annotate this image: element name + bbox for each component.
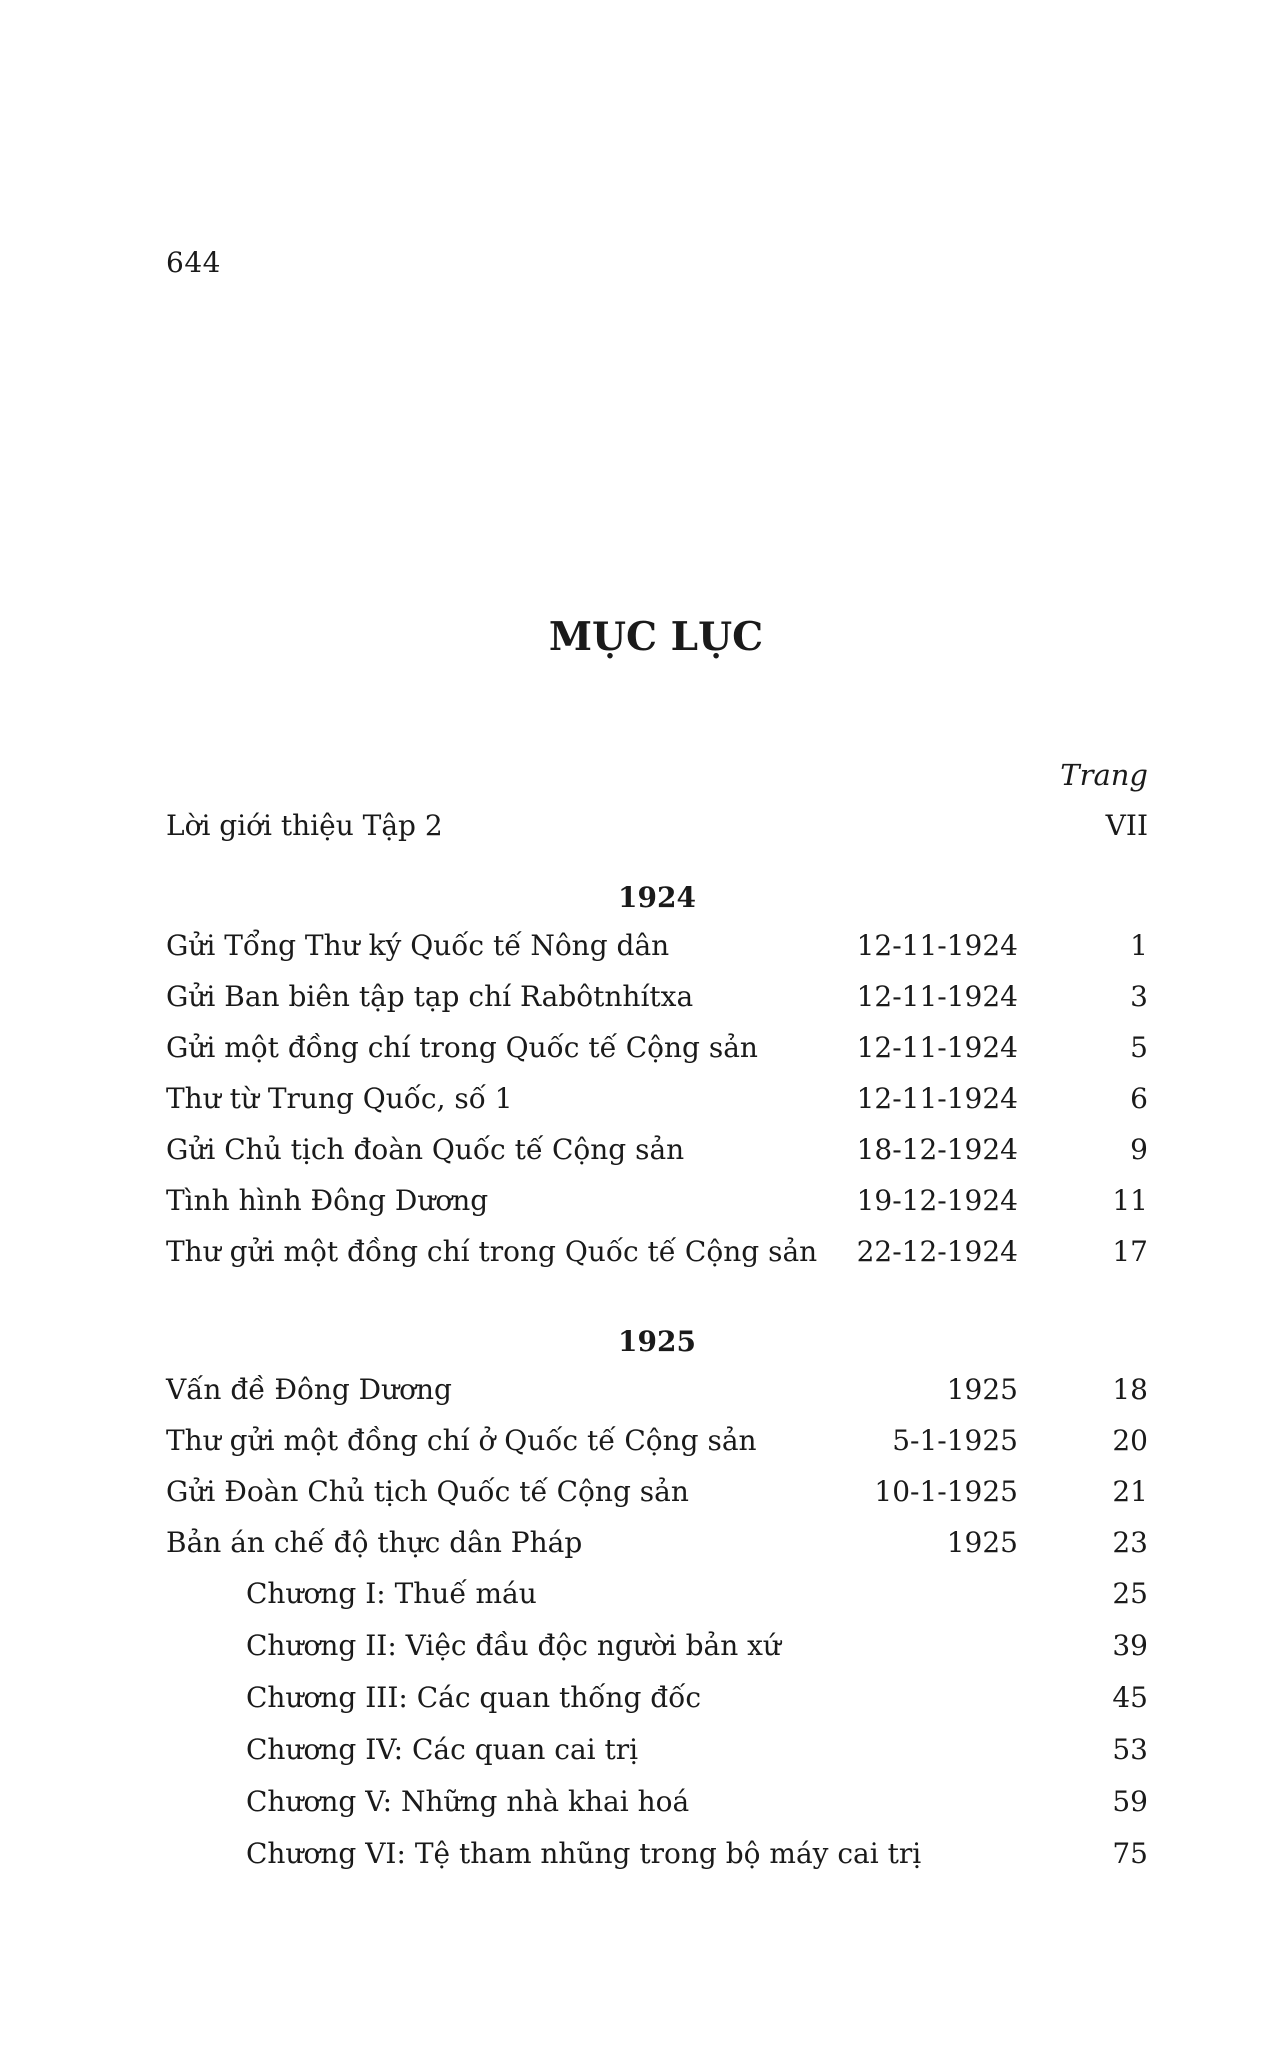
toc-entry-date: 1925 [946, 1526, 1018, 1559]
toc-entry-page: 53 [1112, 1733, 1148, 1766]
toc-entry-date: 18-12-1924 [856, 1133, 1018, 1166]
toc-entry-page: 23 [1112, 1526, 1148, 1559]
toc-entry-title: Gửi Chủ tịch đoàn Quốc tế Cộng sản [166, 1133, 685, 1166]
toc-entry-title: Lời giới thiệu Tập 2 [166, 809, 443, 842]
toc-entry-page: 21 [1112, 1475, 1148, 1508]
section-year-1925: 1925 [618, 1325, 696, 1358]
toc-entry-page: 20 [1112, 1424, 1148, 1457]
toc-entry [166, 1421, 1148, 1461]
toc-entry-page: 75 [1112, 1837, 1148, 1870]
toc-entry-date: 12-11-1924 [856, 1082, 1018, 1115]
toc-entry-page: 1 [1130, 929, 1148, 962]
toc-subentry [166, 1626, 1148, 1666]
toc-entry-title: Chương II: Việc đầu độc người bản xứ [246, 1629, 781, 1662]
toc-subentry [166, 1782, 1148, 1822]
toc-entry-date: 10-1-1925 [874, 1475, 1018, 1508]
toc-entry-title: Bản án chế độ thực dân Pháp [166, 1526, 583, 1559]
toc-entry-date: 1925 [946, 1373, 1018, 1406]
toc-entry [166, 1079, 1148, 1119]
toc-subentry [166, 1678, 1148, 1718]
toc-entry-title: Chương IV: Các quan cai trị [246, 1733, 639, 1766]
toc-entry-date: 12-11-1924 [856, 1031, 1018, 1064]
toc-entry [166, 1232, 1148, 1272]
toc-entry-page: 45 [1112, 1681, 1148, 1714]
page-number: 644 [166, 246, 221, 279]
toc-entry-page: 17 [1112, 1235, 1148, 1268]
toc-entry-date: 22-12-1924 [856, 1235, 1018, 1268]
toc-entry-date: 12-11-1924 [856, 980, 1018, 1013]
toc-entry-title: Chương VI: Tệ tham nhũng trong bộ máy cai trị [246, 1837, 922, 1870]
toc-entry-intro [166, 806, 1148, 846]
toc-entry-title: Gửi một đồng chí trong Quốc tế Cộng sản [166, 1031, 758, 1064]
toc-entry [166, 1130, 1148, 1170]
section-year-1924: 1924 [618, 881, 696, 914]
toc-entry-page: 25 [1112, 1577, 1148, 1610]
toc-entry [166, 1472, 1148, 1512]
toc-subentry [166, 1730, 1148, 1770]
toc-entry-page: 18 [1112, 1373, 1148, 1406]
toc-entry [166, 926, 1148, 966]
toc-entry-title: Thư gửi một đồng chí ở Quốc tế Cộng sản [166, 1424, 757, 1457]
toc-entry-title: Thư gửi một đồng chí trong Quốc tế Cộng sản [166, 1235, 818, 1268]
toc-subentry [166, 1574, 1148, 1614]
toc-entry-page: 39 [1112, 1629, 1148, 1662]
page-column-header: Trang [1060, 758, 1148, 792]
toc-entry-date: 19-12-1924 [856, 1184, 1018, 1217]
toc-entry-page: 5 [1130, 1031, 1148, 1064]
toc-entry-page: 9 [1130, 1133, 1148, 1166]
toc-entry-title: Thư từ Trung Quốc, số 1 [166, 1082, 513, 1115]
toc-entry-page: 3 [1130, 980, 1148, 1013]
toc-entry-page: 59 [1112, 1785, 1148, 1818]
toc-entry-title: Chương I: Thuế máu [246, 1577, 537, 1610]
toc-entry-page: 11 [1112, 1184, 1148, 1217]
toc-entry-date: 12-11-1924 [856, 929, 1018, 962]
toc-entry-title: Gửi Ban biên tập tạp chí Rabôtnhítxa [166, 980, 694, 1013]
toc-entry-title: Chương III: Các quan thống đốc [246, 1681, 702, 1714]
toc-entry-title: Gửi Đoàn Chủ tịch Quốc tế Cộng sản [166, 1475, 689, 1508]
page-title: MỤC LỤC [548, 614, 764, 660]
toc-entry-title: Tình hình Đông Dương [166, 1184, 489, 1217]
toc-entry-title: Gửi Tổng Thư ký Quốc tế Nông dân [166, 929, 670, 962]
toc-entry [166, 977, 1148, 1017]
toc-entry-title: Chương V: Những nhà khai hoá [246, 1785, 690, 1818]
toc-entry [166, 1028, 1148, 1068]
toc-entry-title: Vấn đề Đông Dương [166, 1373, 452, 1406]
toc-entry [166, 1181, 1148, 1221]
toc-entry-date: 5-1-1925 [892, 1424, 1018, 1457]
toc-entry [166, 1370, 1148, 1410]
toc-entry [166, 1523, 1148, 1563]
toc-entry-page: VII [1105, 809, 1148, 842]
toc-subentry [166, 1834, 1148, 1874]
toc-entry-page: 6 [1130, 1082, 1148, 1115]
